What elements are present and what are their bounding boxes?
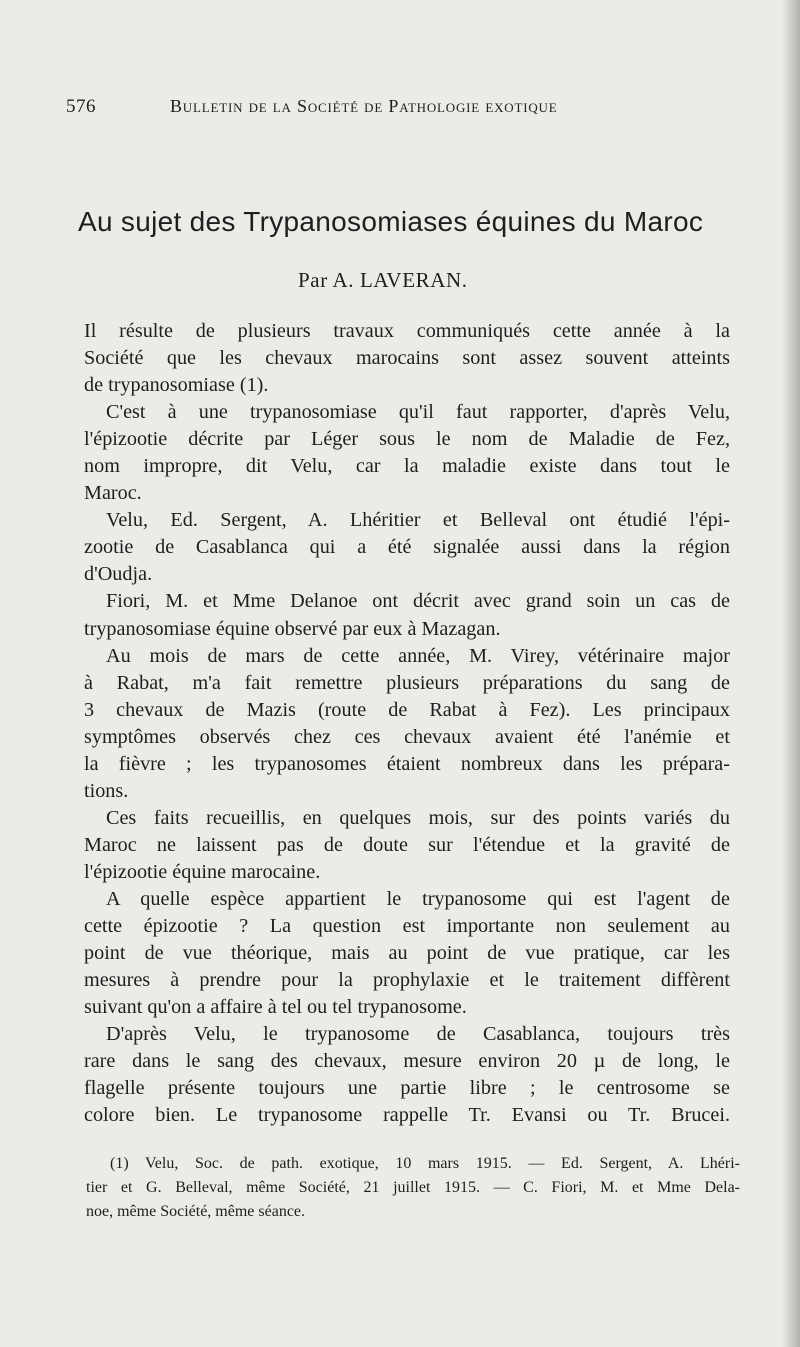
- body-line: de trypanosomiase (1).: [84, 374, 269, 397]
- body-line: Maroc ne laissent pas de doute sur l'étendue et la gravité de: [84, 833, 730, 856]
- body-line: Velu, Ed. Sergent, A. Lhéritier et Belleval ont étudié l'épi-: [106, 509, 730, 532]
- article-byline: Par A. LAVERAN.: [298, 268, 468, 292]
- body-line: 3 chevaux de Mazis (route de Rabat à Fez). Les principaux: [84, 698, 730, 721]
- body-line: Société que les chevaux marocains sont assez souvent atteints: [84, 347, 730, 370]
- article-body: [84, 318, 730, 1129]
- body-line: mesures à prendre pour la prophylaxie et le traitement diffèrent: [84, 969, 730, 992]
- body-line: nom impropre, dit Velu, car la maladie existe dans tout le: [84, 455, 730, 478]
- journal-title: Bulletin de la Société de Pathologie exotique: [170, 96, 558, 116]
- footnotes: [86, 1152, 740, 1224]
- body-line: la fièvre ; les trypanosomes étaient nombreux dans les prépara-: [84, 752, 730, 775]
- body-line: zootie de Casablanca qui a été signalée aussi dans la région: [84, 536, 730, 559]
- article-title: Au sujet des Trypanosomiases équines du Maroc: [78, 206, 704, 237]
- body-line: Maroc.: [84, 482, 142, 505]
- body-line: l'épizootie décrite par Léger sous le nom de Maladie de Fez,: [84, 428, 730, 451]
- body-line: cette épizootie ? La question est importante non seulement au: [84, 915, 730, 938]
- body-line: Au mois de mars de cette année, M. Virey, vétérinaire major: [106, 644, 730, 667]
- body-line: point de vue théorique, mais au point de vue pratique, car les: [84, 942, 730, 965]
- body-line: Il résulte de plusieurs travaux communiqués cette année à la: [84, 320, 730, 342]
- body-line: à Rabat, m'a fait remettre plusieurs préparations du sang de: [84, 671, 730, 694]
- page-edge-shadow: [782, 0, 800, 1347]
- body-line: suivant qu'on a affaire à tel ou tel trypanosome.: [84, 996, 467, 1019]
- body-line: flagelle présente toujours une partie libre ; le centrosome se: [84, 1077, 730, 1100]
- footnote-line: tier et G. Belleval, même Société, 21 juillet 1915. — C. Fiori, M. et Mme Dela-: [86, 1179, 740, 1196]
- body-line: C'est à une trypanosomiase qu'il faut rapporter, d'après Velu,: [106, 401, 730, 424]
- body-line: symptômes observés chez ces chevaux avaient été l'anémie et: [84, 725, 730, 748]
- body-line: colore bien. Le trypanosome rappelle Tr. Evansi ou Tr. Brucei.: [84, 1104, 730, 1127]
- body-line: l'épizootie équine marocaine.: [84, 860, 321, 883]
- body-line: D'après Velu, le trypanosome de Casablanca, toujours très: [106, 1023, 730, 1046]
- body-line: Ces faits recueillis, en quelques mois, sur des points variés du: [106, 806, 730, 829]
- footnote-line: (1) Velu, Soc. de path. exotique, 10 mars 1915. — Ed. Sergent, A. Lhéri-: [110, 1155, 740, 1172]
- running-header: [66, 96, 706, 122]
- footnote-line: noe, même Société, même séance.: [86, 1203, 306, 1220]
- body-line: trypanosomiase équine observé par eux à Mazagan.: [84, 617, 501, 640]
- body-line: Fiori, M. et Mme Delanoe ont décrit avec grand soin un cas de: [106, 590, 730, 613]
- body-line: rare dans le sang des chevaux, mesure environ 20 µ de long, le: [84, 1050, 730, 1073]
- body-line: d'Oudja.: [84, 563, 153, 586]
- body-line: tions.: [84, 779, 129, 802]
- page-number: 576: [66, 96, 96, 117]
- body-line: A quelle espèce appartient le trypanosome qui est l'agent de: [106, 887, 730, 910]
